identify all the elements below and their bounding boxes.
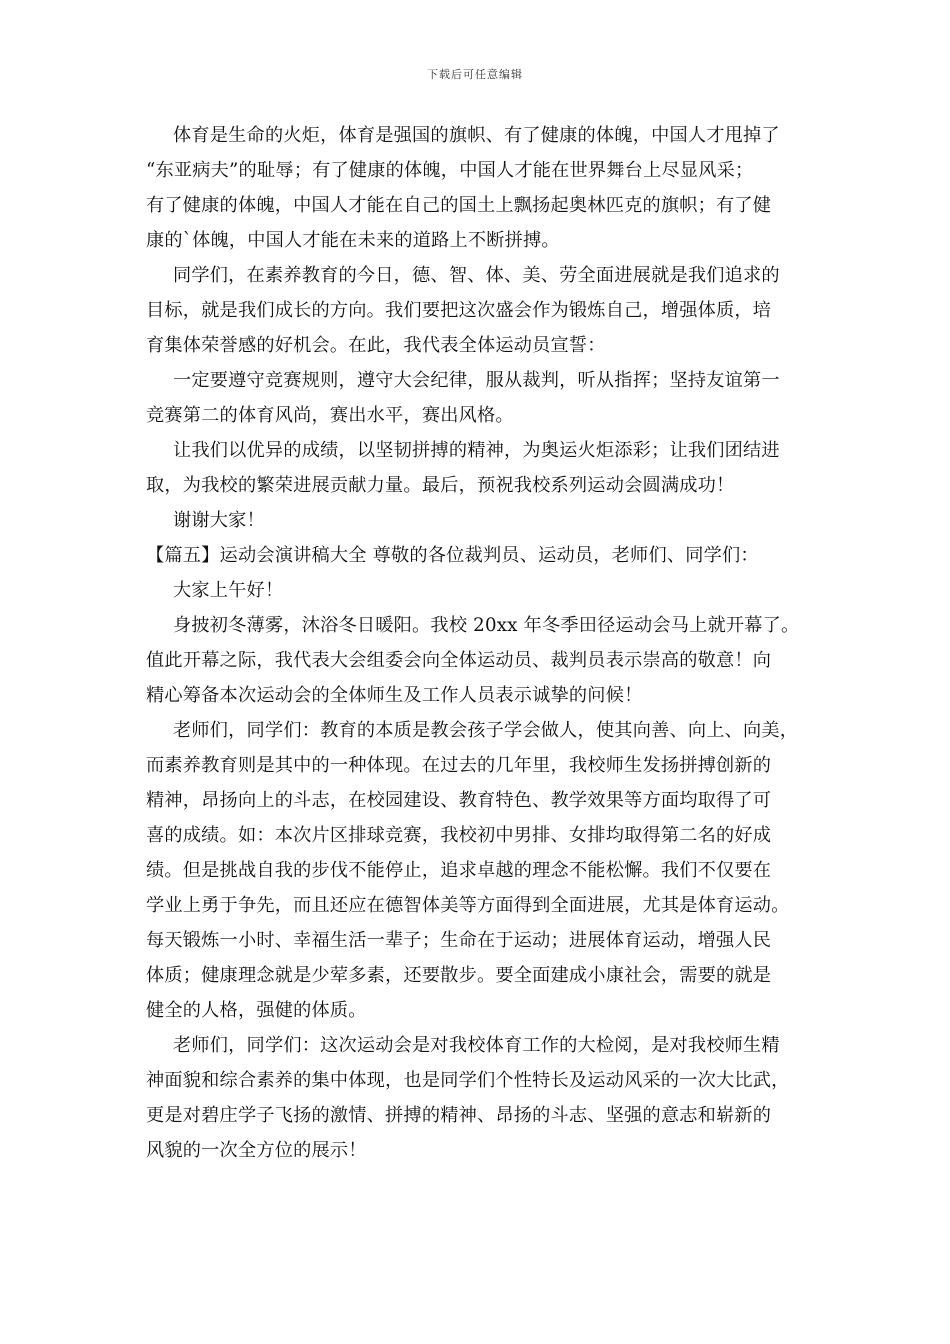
text-line: 体育是生命的火炬，体育是强国的旗帜、有了健康的体魄，中国人才甩掉了 [173,125,780,146]
text-line: 取，为我校的繁荣进展贡献力量。最后，预祝我校系列运动会圆满成功！ [146,475,735,496]
text-line: 精心筹备本次运动会的全体师生及工作人员表示诚挚的问候！ [146,685,643,706]
document-body [146,118,818,1168]
text-line: 神面貌和综合素养的集中体现，也是同学们个性特长及运动风采的一次大比武， [146,1070,790,1091]
text-line: 精神，昂扬向上的斗志，在校园建设、教育特色、教学效果等方面均取得了可 [146,790,772,811]
text-line: 学业上勇于争先，而且还应在德智体美等方面得到全面进展，尤其是体育运动。 [146,895,790,916]
text-line: 让我们以优异的成绩，以坚韧拼搏的精神，为奥运火炬添彩；让我们团结进 [173,440,780,461]
text-line: 老师们，同学们：这次运动会是对我校体育工作的大检阅，是对我校师生精 [173,1035,780,1056]
text-line: 育集体荣誉感的好机会。在此，我代表全体运动员宣誓： [146,335,606,356]
text-line: 喜的成绩。如：本次片区排球竞赛，我校初中男排、女排均取得第二名的好成 [146,825,772,846]
text-line: 谢谢大家！ [173,510,265,531]
text-line: “东亚病夫”的耻辱；有了健康的体魄，中国人才能在世界舞台上尽显风采； [146,160,754,181]
page-header-note: 下载后可任意编辑 [427,68,523,81]
text-line: 更是对碧庄学子飞扬的激情、拼搏的精神、昂扬的斗志、坚强的意志和崭新的 [146,1105,772,1126]
text-line: 竞赛第二的体育风尚，赛出水平，赛出风格。 [146,405,514,426]
text-line: 风貌的一次全方位的展示！ [146,1140,367,1161]
text-line: 大家上午好！ [173,580,284,601]
text-line: 老师们，同学们：教育的本质是教会孩子学会做人，使其向善、向上、向美， [173,720,799,741]
text-line: 健全的人格，强健的体质。 [146,1000,367,1021]
text-line: 同学们，在素养教育的今日，德、智、体、美、劳全面进展就是我们追求的 [173,265,780,286]
text-line: 一定要遵守竞赛规则，遵守大会纪律，服从裁判，听从指挥；坚持友谊第一 [173,370,780,391]
text-line: 而素养教育则是其中的一种体现。在过去的几年里，我校师生发扬拼搏创新的 [146,755,772,776]
text-line: 目标，就是我们成长的方向。我们要把这次盛会作为锻炼自己，增强体质，培 [146,300,772,321]
text-line: 每天锻炼一小时、幸福生活一辈子；生命在于运动；进展体育运动，增强人民 [146,930,772,951]
text-line: 有了健康的体魄，中国人才能在自己的国土上飘扬起奥林匹克的旗帜；有了健 [146,195,772,216]
text-line: 值此开幕之际，我代表大会组委会向全体运动员、裁判员表示崇高的敬意！向 [146,650,772,671]
text-line: 体质；健康理念就是少荤多素，还要散步。要全面建成小康社会，需要的就是 [146,965,772,986]
text-line: 绩。但是挑战自我的步伐不能停止，追求卓越的理念不能松懈。我们不仅要在 [146,860,772,881]
section-heading-line: 【篇五】运动会演讲稿大全 尊敬的各位裁判员、运动员，老师们、同学们： [146,545,759,566]
text-line: 身披初冬薄雾，沐浴冬日暖阳。我校 20xx 年冬季田径运动会马上就开幕了。 [173,615,800,636]
text-line: 康的`体魄，中国人才能在未来的道路上不断拼搏。 [146,230,560,251]
